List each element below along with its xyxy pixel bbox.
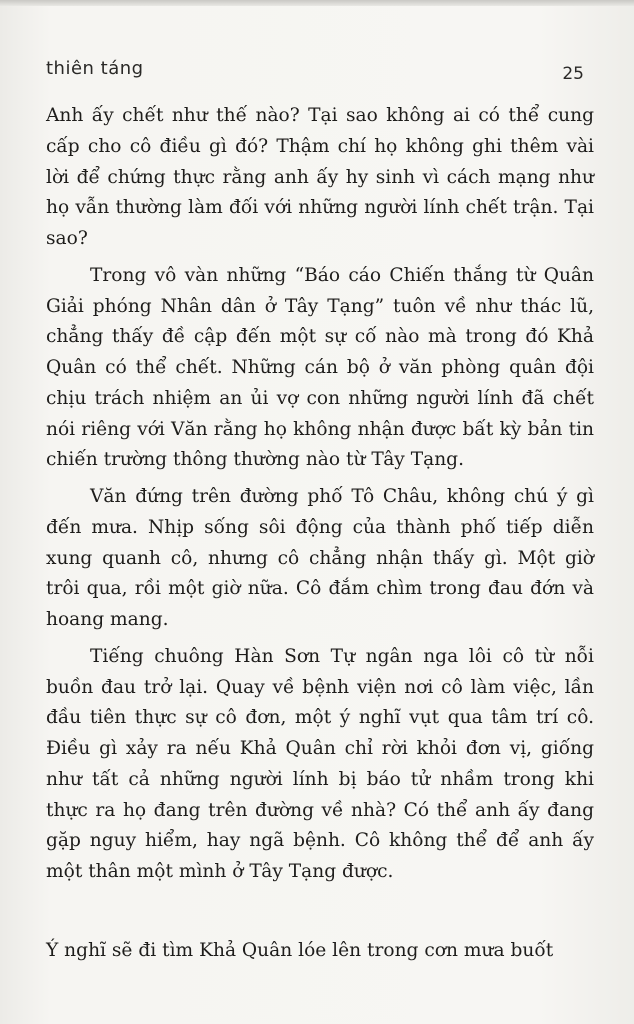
page-top-edge bbox=[0, 0, 634, 6]
paragraph-5: Ý nghĩ sẽ đi tìm Khả Quân lóe lên trong cơn mưa buốt bbox=[46, 939, 554, 961]
page-number: 25 bbox=[562, 64, 584, 84]
body-text bbox=[46, 101, 594, 967]
running-title: thiên táng bbox=[46, 58, 144, 79]
paragraph-4: Tiếng chuông Hàn Sơn Tự ngân nga lôi cô từ nỗi buồn đau trở lại. Quay về bệnh viện nơi cô làm việc, lần đầu tiên thực sự cô đơn, một ý nghĩ vụt qua tâm trí cô. Điều gì xảy ra nếu Khả Quân chỉ rời khỏi đơn vị, giống như tất cả những người lính bị báo tử nhầm trong khi thực ra họ đang trên đường về nhà? Có thể anh ấy đang gặp nguy hiểm, hay ngã bệnh. Cô không thể để anh ấy một thân một mình ở Tây Tạng được. bbox=[46, 645, 594, 882]
paragraph-3: Văn đứng trên đường phố Tô Châu, không chú ý gì đến mưa. Nhịp sống sôi động của thành phố tiếp diễn xung quanh cô, nhưng cô chẳng nhận thấy gì. Một giờ trôi qua, rồi một giờ nữa. Cô đắm chìm trong đau đớn và hoang mang. bbox=[46, 486, 594, 630]
paragraph-2: Trong vô vàn những “Báo cáo Chiến thắng từ Quân Giải phóng Nhân dân ở Tây Tạng” tuôn về như thác lũ, chẳng thấy đề cập đến một sự cố nào mà trong đó Khả Quân có thể chết. Những cán bộ ở văn phòng quân đội chịu trách nhiệm an ủi vợ con những người lính đã chết nói riêng với Văn rằng họ không nhận được bất kỳ bản tin chiến trường thông thường nào từ Tây Tạng. bbox=[46, 264, 594, 471]
paragraph-1: Anh ấy chết như thế nào? Tại sao không ai có thể cung cấp cho cô điều gì đó? Thậm chí họ không ghi thêm vài lời để chứng thực rằng anh ấy hy sinh vì cách mạng như họ vẫn thường làm đối với những người lính chết trận. Tại sao? bbox=[46, 105, 594, 249]
